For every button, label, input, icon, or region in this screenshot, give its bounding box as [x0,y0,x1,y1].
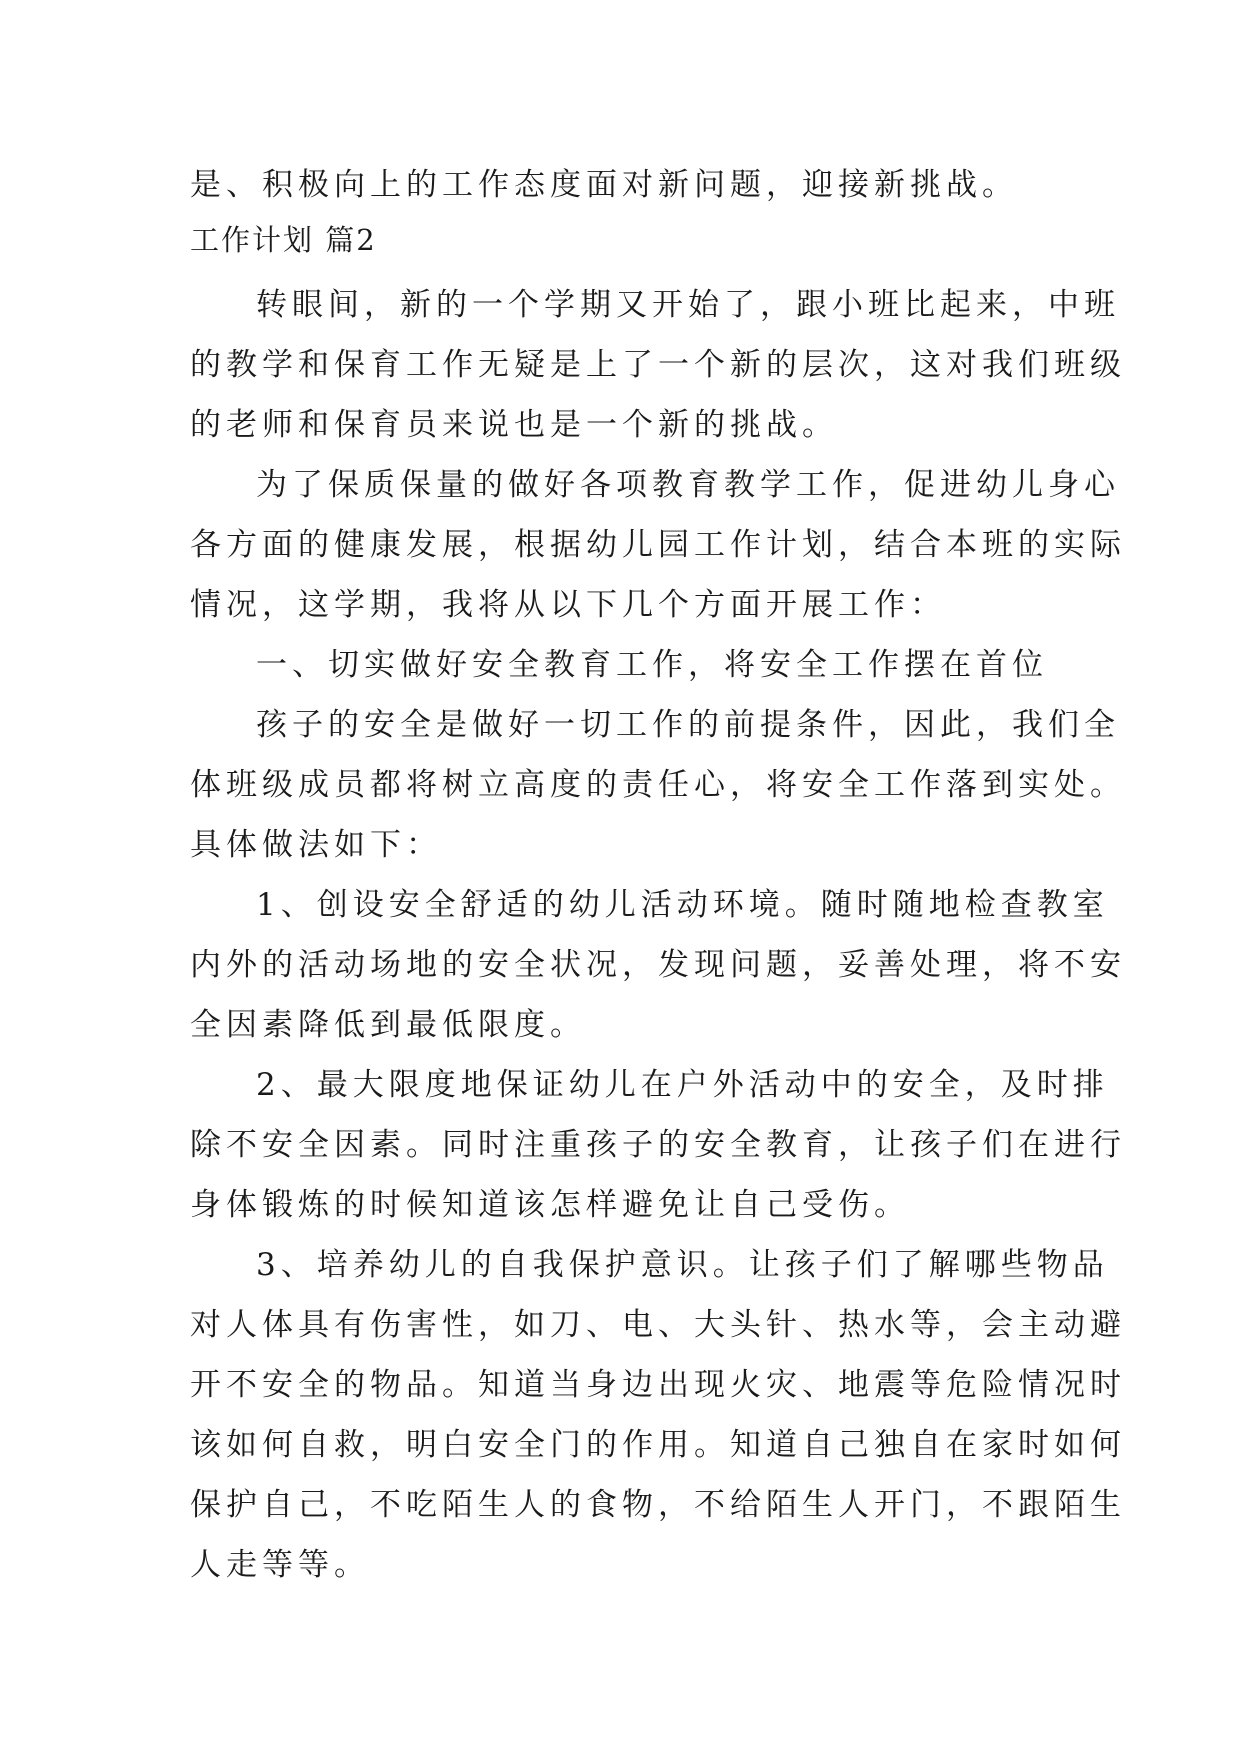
list-item-3 [190,1235,1126,1595]
paragraph-line: 1、创设安全舒适的幼儿活动环境。随时随地检查教室 [256,887,1109,923]
paragraph-line: 转眼间，新的一个学期又开始了，跟小班比起来，中班 [256,287,1120,323]
paragraph-line: 对人体具有伤害性，如刀、电、大头针、热水等，会主动避 [190,1307,1126,1343]
paragraph-line: 全因素降低到最低限度。 [190,1007,586,1043]
list-item-1 [190,875,1126,1055]
list-item-2 [190,1055,1126,1235]
paragraph-line: 人走等等。 [190,1547,370,1583]
paragraph-line: 身体锻炼的时候知道该怎样避免让自己受伤。 [190,1187,910,1223]
continuation-line: 是、积极向上的工作态度面对新问题，迎接新挑战。 [190,167,1018,203]
paragraph-safety-intro [190,695,1126,875]
paragraph-intro [190,275,1126,455]
paragraph-line: 3、培养幼儿的自我保护意识。让孩子们了解哪些物品 [256,1247,1109,1283]
paragraph-line: 的教学和保育工作无疑是上了一个新的层次，这对我们班级 [190,347,1126,383]
subheading-safety [190,635,1060,695]
paragraph-line: 为了保质保量的做好各项教育教学工作，促进幼儿身心 [256,467,1120,503]
document-body [190,155,1126,1595]
subheading-line: 一、切实做好安全教育工作，将安全工作摆在首位 [256,647,1048,683]
paragraph-line: 除不安全因素。同时注重孩子的安全教育，让孩子们在进行 [190,1127,1126,1163]
paragraph-line: 情况，这学期，我将从以下几个方面开展工作： [190,587,946,623]
paragraph-line: 各方面的健康发展，根据幼儿园工作计划，结合本班的实际 [190,527,1126,563]
paragraph-line: 具体做法如下： [190,827,442,863]
paragraph-line: 体班级成员都将树立高度的责任心，将安全工作落到实处。 [190,767,1126,803]
paragraph-line: 开不安全的物品。知道当身边出现火灾、地震等危险情况时 [190,1367,1126,1403]
section-title: 工作计划 篇2 [190,223,377,257]
paragraph-line: 2、最大限度地保证幼儿在户外活动中的安全，及时排 [256,1067,1109,1103]
paragraph-line: 该如何自救，明白安全门的作用。知道自己独自在家时如何 [190,1427,1126,1463]
paragraph-line: 的老师和保育员来说也是一个新的挑战。 [190,407,838,443]
paragraph-line: 保护自己，不吃陌生人的食物，不给陌生人开门，不跟陌生 [190,1487,1126,1523]
paragraph-line: 内外的活动场地的安全状况，发现问题，妥善处理，将不安 [190,947,1126,983]
paragraph-purpose [190,455,1126,635]
paragraph-line: 孩子的安全是做好一切工作的前提条件，因此，我们全 [256,707,1120,743]
